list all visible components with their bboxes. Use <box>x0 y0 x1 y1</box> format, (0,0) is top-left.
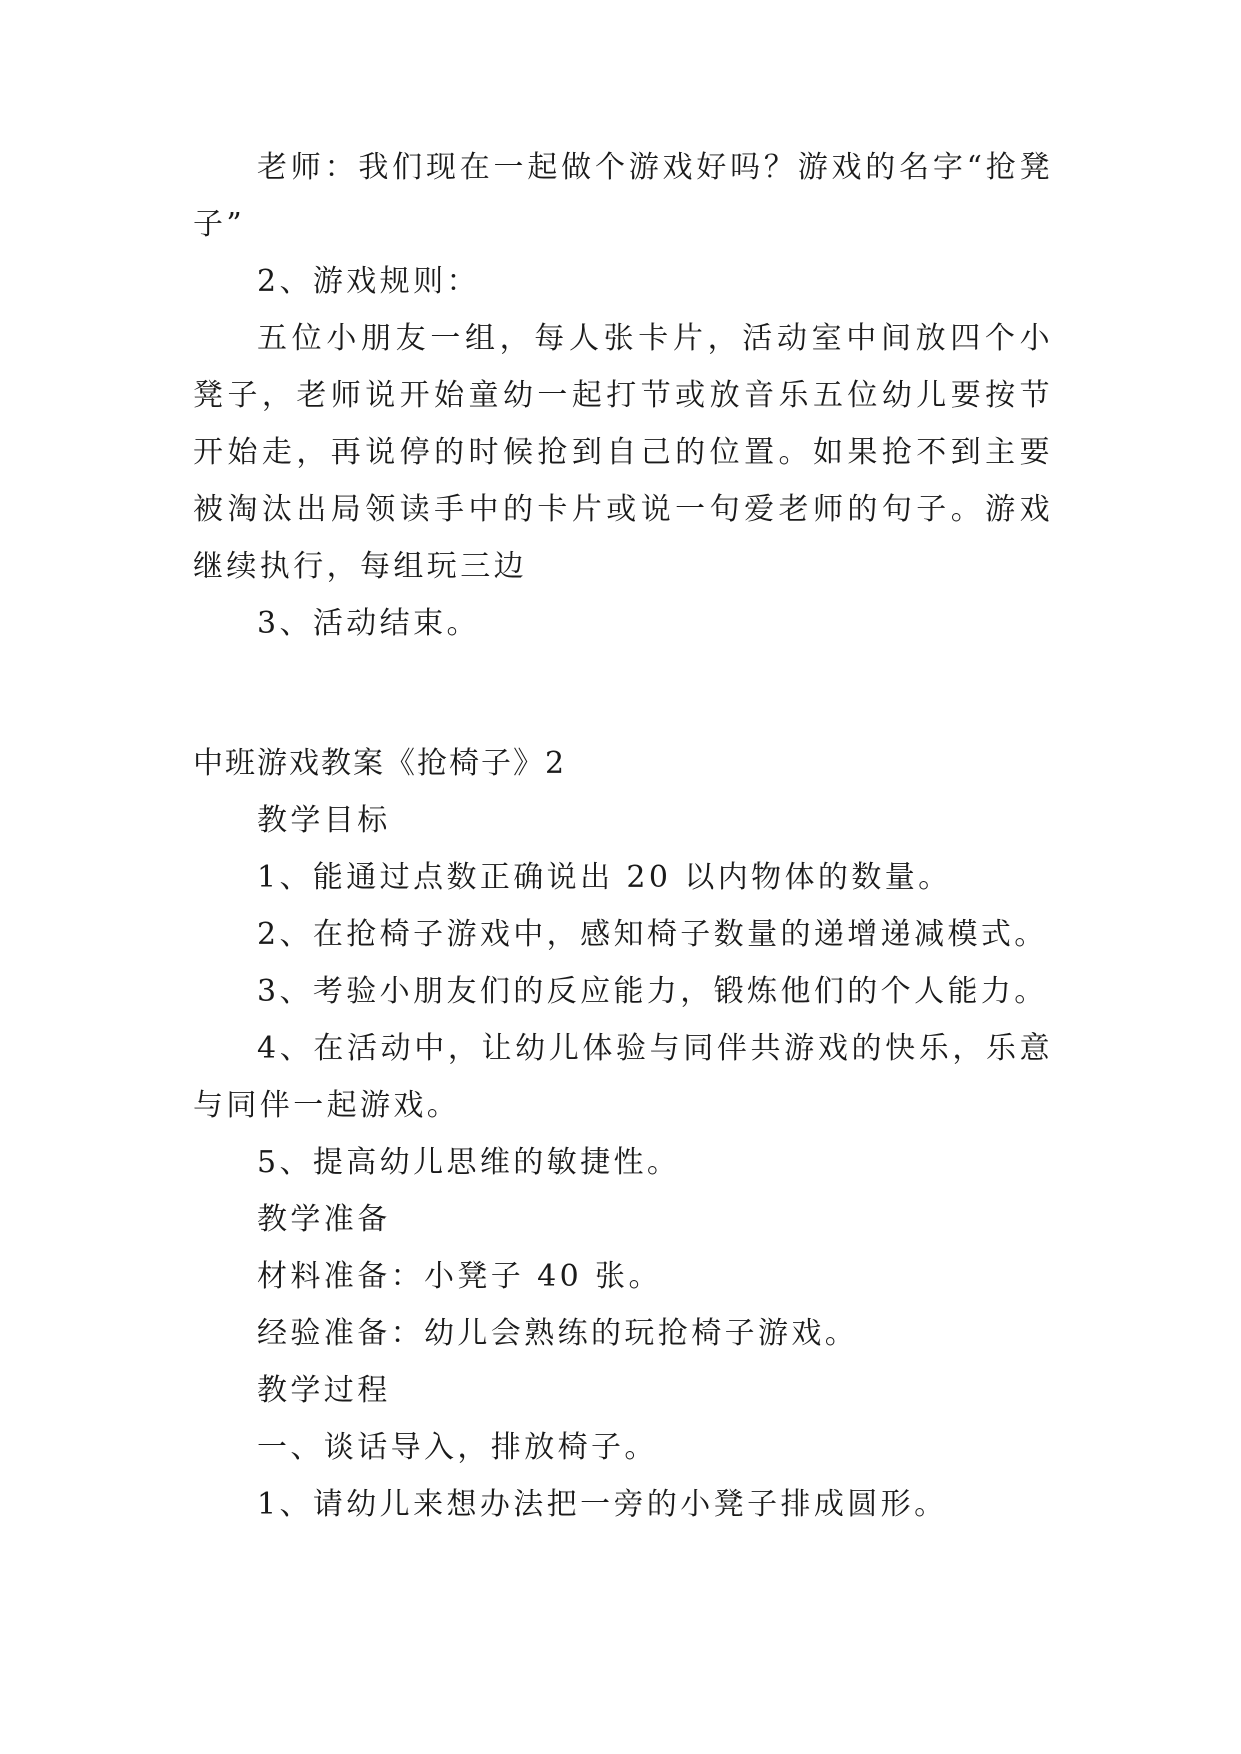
goal-item: 5、提高幼儿思维的敏捷性。 <box>257 1145 681 1180</box>
teacher-line: 老师：我们现在一起做个游戏好吗？游戏的名字“抢凳子” <box>193 150 1053 242</box>
section-1 <box>193 139 1053 652</box>
goal-item: 4、在活动中，让幼儿体验与同伴共游戏的快乐，乐意与同伴一起游戏。 <box>193 1031 1053 1123</box>
lesson-title: 中班游戏教案《抢椅子》2 <box>193 746 567 781</box>
section-2 <box>193 735 1053 1533</box>
prep-heading: 教学准备 <box>257 1202 391 1237</box>
material-prep: 材料准备：小凳子 40 张。 <box>257 1259 662 1294</box>
rules-heading: 2、游戏规则： <box>257 264 480 299</box>
goals-heading: 教学目标 <box>257 803 391 838</box>
rules-text: 五位小朋友一组，每人张卡片，活动室中间放四个小凳子，老师说开始童幼一起打节或放音乐五位幼儿要按节开始走，再说停的时候抢到自己的位置。如果抢不到主要被淘汰出局领读手中的卡片或说一句爱老师的句子。游戏继续执行，每组玩三边 <box>193 321 1053 584</box>
process-step: 一、谈话导入，排放椅子。 <box>257 1430 658 1465</box>
experience-prep: 经验准备：幼儿会熟练的玩抢椅子游戏。 <box>257 1316 859 1351</box>
goal-item: 3、考验小朋友们的反应能力，锻炼他们的个人能力。 <box>257 974 1048 1009</box>
process-substep: 1、请幼儿来想办法把一旁的小凳子排成圆形。 <box>257 1487 948 1522</box>
goal-item: 2、在抢椅子游戏中，感知椅子数量的递增递减模式。 <box>257 917 1048 952</box>
process-heading: 教学过程 <box>257 1373 391 1408</box>
activity-end: 3、活动结束。 <box>257 606 480 641</box>
goal-item: 1、能通过点数正确说出 20 以内物体的数量。 <box>257 860 952 895</box>
